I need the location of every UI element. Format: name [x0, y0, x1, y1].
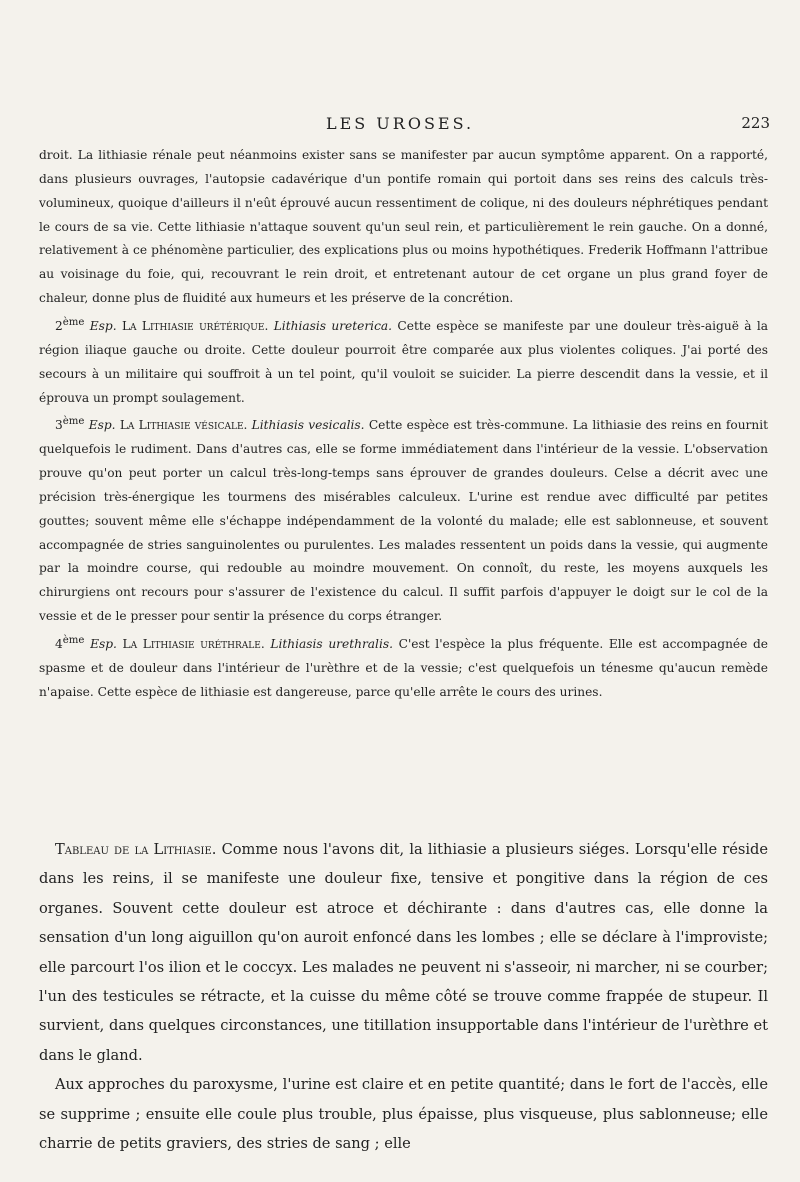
paragraph-species-4 [39, 629, 768, 705]
ordinal-suffix: ème [62, 316, 85, 328]
species-heading: La Lithiasie urétérique. [121, 318, 269, 333]
latin-name: Lithiasis vesicalis. [251, 418, 365, 433]
species-number: 2 [55, 318, 63, 333]
paragraph-tableau [39, 835, 768, 1070]
species-number: 3 [55, 418, 63, 433]
species-text: Cette espèce est très-commune. La lithiasie des reins en fournit quelquefois le rudiment. Dans d'autres cas, elle se forme immédiatement dans l'intérieur de la vessie. L'observation prouve qu'on peut porter un calcul très-long-temps sans éprouver de grandes douleurs. Celse a décrit avec une précision très-énergique les tourmens des misérables calculeux. L'urine est rendue avec difficulté par petites gouttes; souvent même elle s'échappe indépendamment de la volonté du malade; elle est sablonneuse, et souvent accompagnée de stries sanguinolentes ou purulentes. Les malades ressentent un poids dans la vessie, qui augmente par la moindre course, qui redouble au moindre mouvement. On connoît, du reste, les moyens auxquels les chirurgiens ont recours pour s'assurer de l'existence du calcul. Il suffit parfois d'appuyer le doigt sur le col de la vessie et de le presser pour sentir la présence du corps étranger. [39, 418, 769, 624]
species-text: C'est l'espèce la plus fréquente. Elle est accompagnée de spasme et de douleur dans l'intérieur de l'urèthre et de la vessie; c'est quelquefois un ténesme qu'aucun remède n'apaise. Cette espèce de lithiasie est dangereuse, parce qu'elle arrête le cours des urines. [39, 637, 768, 699]
latin-name: Lithiasis ureterica. [273, 318, 393, 333]
ordinal-suffix: ème [62, 635, 85, 646]
section-text: Comme nous l'avons dit, la lithiasie a plusieurs siéges. Lorsqu'elle réside dans les reins, il se manifeste une douleur fixe, tensive et pongitive dans la région de ces organes. Souvent cette douleur est atroce et déchirante : dans d'autres cas, elle donne la sensation d'un long aiguillon qu'on auroit enfoncé dans les lombes ; elle se déclare à l'improviste; elle parcourt l'os ilion et le coccyx. Les malades ne peuvent ni s'asseoir, ni marcher, ni se courber; l'un des testicules se rétracte, et la cuisse du même côté se trouve comme frappée de stupeur. Il survient, dans quelques circonstances, une titillation insupportable dans l'intérieur de l'urèthre et dans le gland. [39, 841, 769, 1064]
running-head: LES UROSES. [325, 114, 475, 133]
upper-text-block [39, 144, 768, 705]
species-heading: La Lithiasie vésicale. [119, 418, 248, 433]
paragraph-renal-continuation: droit. La lithiasie rénale peut néanmoins exister sans se manifester par aucun symptôme apparent. On a rapporté, dans plusieurs ouvrages, l'autopsie cadavérique d'un pontife romain qui portoit dans ses reins des calculs très-volumineux, quoique d'ailleurs il n'eût éprouvé aucun ressentiment de colique, ni des douleurs néphrétiques pendant le cours de sa vie. Cette lithiasie n'attaque souvent qu'un seul rein, et particulièrement le rein gauche. On a donné, relativement à ce phénomène particulier, des explications plus ou moins hypothétiques. Frederik Hoffmann l'attribue au voisinage du foie, qui, recouvrant le rein droit, et entretenant autour de cet organe un plus grand foyer de chaleur, donne plus de fluidité aux humeurs et les préserve de la concrétion. [39, 148, 768, 306]
page-number: 223 [741, 114, 770, 132]
latin-name: Lithiasis urethralis. [270, 637, 393, 652]
paragraph-paroxysm: Aux approches du paroxysme, l'urine est claire et en petite quantité; dans le fort de l'accès, elle se supprime ; ensuite elle coule plus trouble, plus épaisse, plus visqueuse, plus sablonneuse; elle charrie de petits graviers, des stries de sang ; elle [39, 1076, 768, 1153]
esp-abbrev: Esp. [88, 418, 116, 433]
section-heading: Tableau de la Lithiasie. [55, 841, 217, 858]
species-text: Cette espèce se manifeste par une douleur très-aiguë à la région iliaque gauche ou droite. Cette douleur pourroit être comparée aux plus violentes coliques. J'ai porté des secours à un militaire qui souffroit à un tel point, qu'il vouloit se suicider. La pierre descendit dans la vessie, et il éprouva un prompt soulagement. [39, 318, 769, 405]
paragraph-species-2 [39, 311, 768, 410]
lower-text-block [39, 835, 768, 1158]
species-number: 4 [55, 637, 63, 652]
species-heading: La Lithiasie uréthrale. [122, 637, 265, 652]
ordinal-suffix: ème [62, 416, 85, 428]
paragraph-species-3 [39, 410, 768, 629]
esp-abbrev: Esp. [90, 637, 117, 652]
esp-abbrev: Esp. [89, 318, 117, 333]
